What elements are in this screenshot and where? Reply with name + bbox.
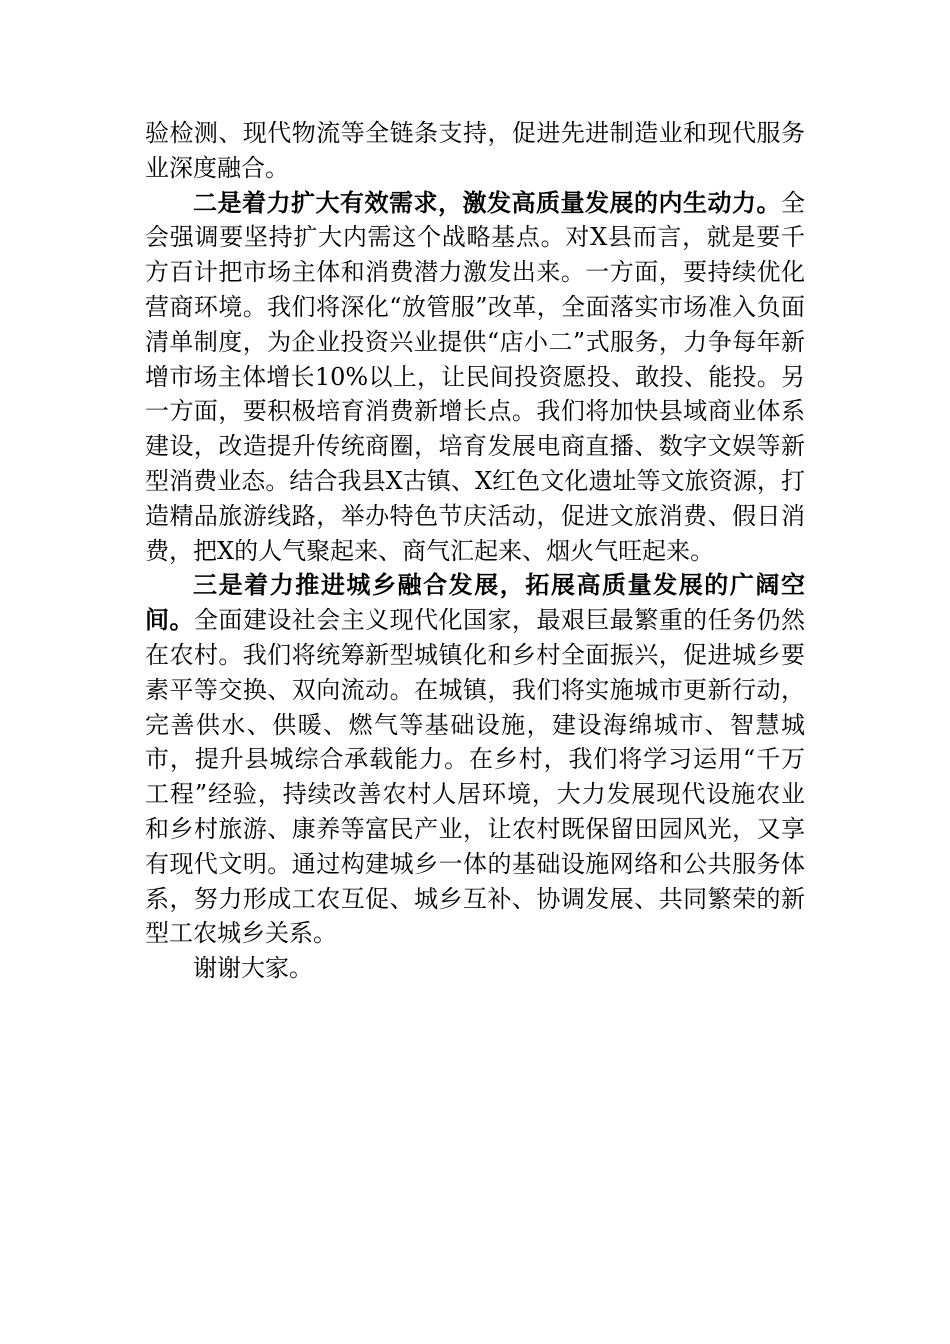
paragraph-urban-rural <box>145 568 805 951</box>
paragraph-lead-heading: 二是着力扩大有效需求，激发高质量发展的内生动力。 <box>193 188 781 217</box>
paragraph-text: 验检测、现代物流等全链条支持，促进先进制造业和现代服务业深度融合。 <box>145 119 805 182</box>
paragraph-continuation <box>145 116 805 186</box>
paragraph-lead-heading: 三是着力推进城乡融合发展，拓展高质量发展的广阔空间。 <box>145 571 805 635</box>
paragraph-expand-demand <box>145 186 805 569</box>
paragraph-text: 全会强调要坚持扩大内需这个战略基点。对X县而言，就是要千方百计把市场主体和消费潜力激发出来。一方面，要持续优化营商环境。我们将深化“放管服”改革，全面落实市场准入负面清单制度，为企业投资兴业提供“店小二”式服务，力争每年新增市场主体增长10%以上，让民间投资愿投、敢投、能投。另一方面，要积极培育消费新增长点。我们将加快县域商业体系建设，改造提升传统商圈，培育发展电商直播、数字文娱等新型消费业态。结合我县X古镇、X红色文化遗址等文旅资源，打造精品旅游线路，举办特色节庆活动，促进文旅消费、假日消费，把X的人气聚起来、商气汇起来、烟火气旺起来。 <box>145 188 805 565</box>
paragraph-closing <box>145 951 805 986</box>
document-body <box>145 116 805 986</box>
paragraph-text: 全面建设社会主义现代化国家，最艰巨最繁重的任务仍然在农村。我们将统筹新型城镇化和乡村全面振兴，促进城乡要素平等交换、双向流动。在城镇，我们将实施城市更新行动，完善供水、供暖、燃气等基础设施，建设海绵城市、智慧城市，提升县城综合承载能力。在乡村，我们将学习运用“千万工程”经验，持续改善农村人居环境，大力发展现代设施农业和乡村旅游、康养等富民产业，让农村既保留田园风光，又享有现代文明。通过构建城乡一体的基础设施网络和公共服务体系，努力形成工农互促、城乡互补、协调发展、共同繁荣的新型工农城乡关系。 <box>145 606 806 948</box>
paragraph-text: 谢谢大家。 <box>193 954 313 983</box>
